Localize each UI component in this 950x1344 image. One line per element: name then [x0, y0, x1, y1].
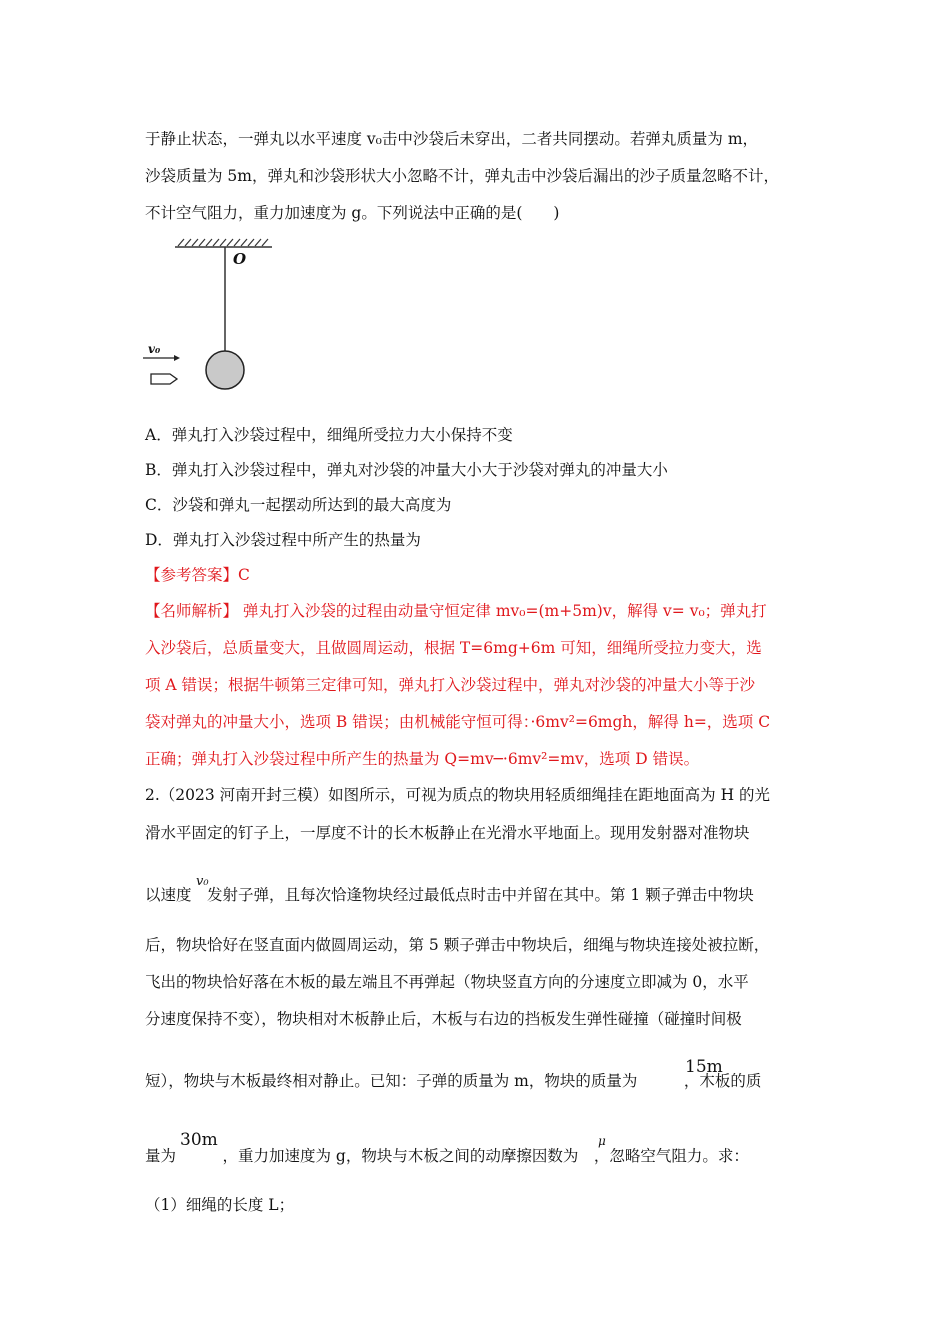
- pendulum-diagram: [140, 238, 280, 398]
- option-b: B．弹丸打入沙袋过程中，弹丸对沙袋的冲量大小大于沙袋对弹丸的冲量大小: [145, 461, 668, 479]
- p2-line7: 短），物块与木板最终相对静止。已知：子弹的质量为 m，物块的质量为 ，木板的质: [145, 1072, 762, 1090]
- option-c: C．沙袋和弹丸一起摆动所达到的最大高度为: [145, 496, 452, 514]
- pendulum-figure: [140, 238, 280, 402]
- analysis-line4: 袋对弹丸的冲量大小，选项 B 错误；由机械能守恒可得：·6mv²=6mgh，解得 h=，选项 C: [145, 713, 771, 731]
- option-d: D．弹丸打入沙袋过程中所产生的热量为: [145, 531, 421, 549]
- p2-line4: 后，物块恰好在竖直面内做圆周运动，第 5 颗子弹击中物块后，细绳与物块连接处被拉断，: [145, 936, 770, 954]
- block-mass: 15m: [685, 1057, 723, 1077]
- velocity-label: v₀: [148, 342, 161, 356]
- bullet: [151, 374, 177, 384]
- v0-symbol: v₀: [196, 874, 209, 889]
- answer: 【参考答案】C: [145, 566, 250, 584]
- analysis-line1: 【名师解析】 弹丸打入沙袋的过程由动量守恒定律 mv₀=(m+5m)v，解得 v= v₀；弹丸打: [145, 602, 767, 620]
- p1-line2: 沙袋质量为 5m，弹丸和沙袋形状大小忽略不计，弹丸击中沙袋后漏出的沙子质量忽略不计，: [145, 167, 779, 185]
- question-1: （1）细绳的长度 L；: [145, 1196, 295, 1214]
- p1-line1: 于静止状态，一弹丸以水平速度 v₀击中沙袋后未穿出，二者共同摆动。若弹丸质量为 m，: [145, 130, 759, 148]
- p2-line5: 飞出的物块恰好落在木板的最左端且不再弹起（物块竖直方向的分速度立即减为 0，水平: [145, 973, 749, 991]
- analysis-line2: 入沙袋后，总质量变大，且做圆周运动，根据 T=6mg+6m 可知，细绳所受拉力变大，选: [145, 639, 762, 657]
- p2-line3: 以速度 发射子弹，且每次恰逢物块经过最低点时击中并留在其中。第 1 颗子弹击中物块: [145, 886, 754, 904]
- p1-line3: 不计空气阻力，重力加速度为 g。下列说法中正确的是( ): [145, 204, 560, 222]
- pivot-label: O: [233, 250, 247, 268]
- analysis-line3: 项 A 错误；根据牛顿第三定律可知，弹丸打入沙袋过程中，弹丸对沙袋的冲量大小等于沙: [145, 676, 756, 694]
- p2-line1: 2.（2023 河南开封三模）如图所示，可视为质点的物块用轻质细绳挂在距地面高为 H 的光: [145, 786, 771, 804]
- p2-line6: 分速度保持不变），物块相对木板静止后，木板与右边的挡板发生弹性碰撞（碰撞时间极: [145, 1010, 742, 1028]
- board-mass: 30m: [180, 1130, 218, 1150]
- mu-symbol: μ: [598, 1134, 606, 1148]
- p2-line2: 滑水平固定的钉子上，一厚度不计的长木板静止在光滑水平地面上。现用发射器对准物块: [145, 824, 750, 842]
- sandbag: [206, 351, 244, 389]
- option-a: A．弹丸打入沙袋过程中，细绳所受拉力大小保持不变: [145, 426, 513, 444]
- p2-line8: 量为 ，重力加速度为 g，物块与木板之间的动摩擦因数为 ，忽略空气阻力。求：: [145, 1147, 749, 1165]
- analysis-line5: 正确；弹丸打入沙袋过程中所产生的热量为 Q=mv─·6mv²=mv，选项 D 错误。: [145, 750, 700, 768]
